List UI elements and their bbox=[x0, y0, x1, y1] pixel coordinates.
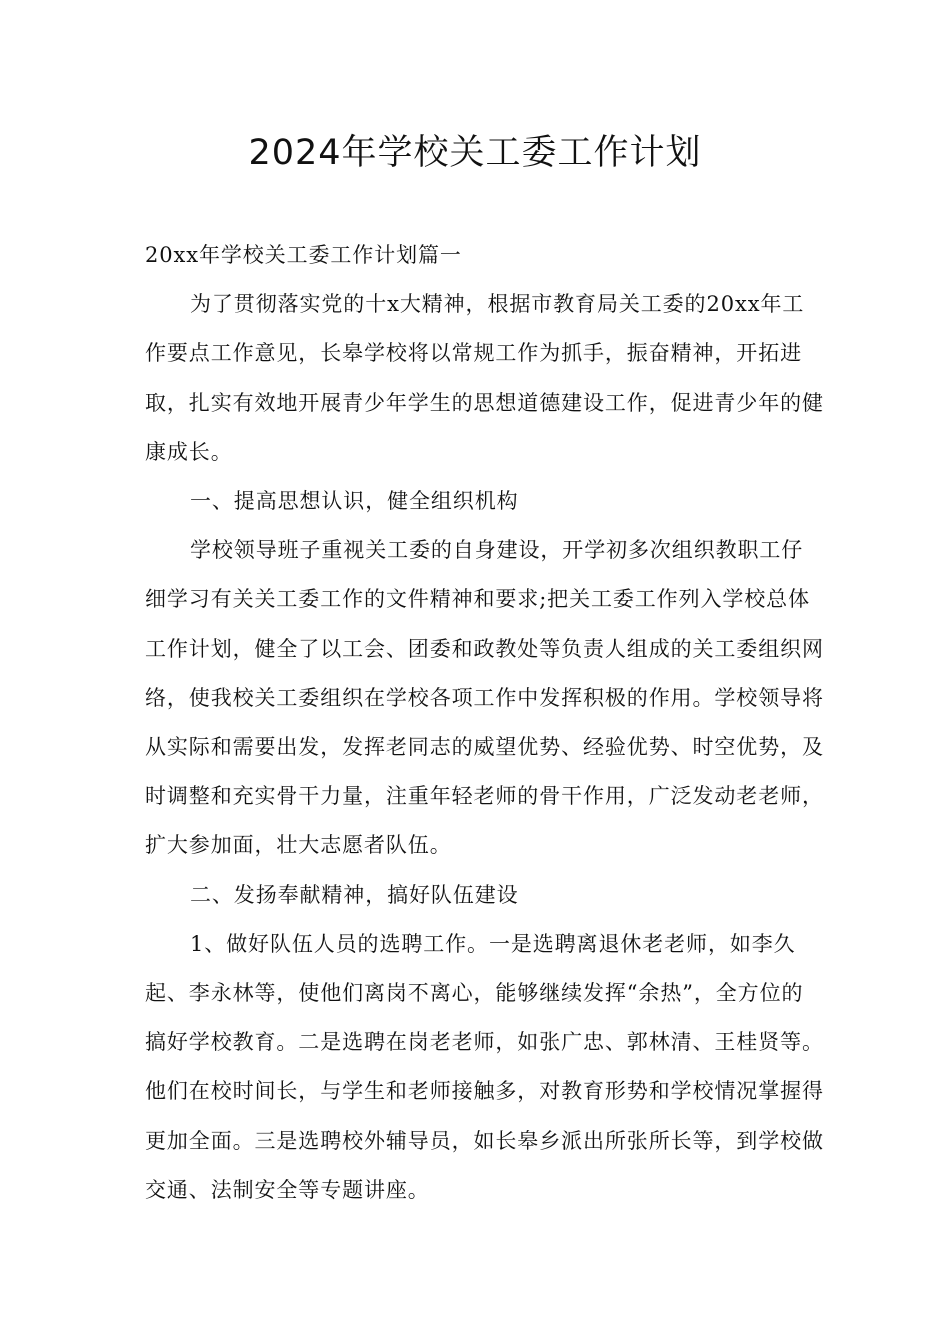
document-title: 2024年学校关工委工作计划 bbox=[248, 133, 702, 173]
intro-paragraph: 为了贯彻落实党的十x大精神，根据市教育局关工委的20xx年工作要点工作意见，长皋学校将以常规工作为抓手，振奋精神，开拓进取，扎实有效地开展青少年学生的思想道德建设工作，促进青少年的健康成长。 bbox=[145, 292, 824, 464]
document-body bbox=[145, 231, 825, 1215]
section-2-paragraph: 1、做好队伍人员的选聘工作。一是选聘离退休老老师，如李久起、李永林等，使他们离岗不离心，能够继续发挥“余热”，全方位的搞好学校教育。二是选聘在岗老老师，如张广忠、郭林清、王桂贤等。他们在校时间长，与学生和老师接触多，对教育形势和学校情况掌握得更加全面。三是选聘校外辅导员，如长皋乡派出所张所长等，到学校做交通、法制安全等专题讲座。 bbox=[145, 931, 824, 1202]
section-subtitle: 20xx年学校关工委工作计划篇一 bbox=[145, 243, 462, 267]
section-heading-1: 一、提高思想认识，健全组织机构 bbox=[190, 489, 519, 514]
section-heading-2: 二、发扬奉献精神，搞好队伍建设 bbox=[190, 882, 519, 907]
section-1-paragraph: 学校领导班子重视关工委的自身建设，开学初多次组织教职工仔细学习有关关工委工作的文件精神和要求;把关工委工作列入学校总体工作计划，健全了以工会、团委和政教处等负责人组成的关工委组织网络，使我校关工委组织在学校各项工作中发挥积极的作用。学校领导将从实际和需要出发，发挥老同志的威望优势、经验优势、时空优势，及时调整和充实骨干力量，注重年轻老师的骨干作用，广泛发动老老师，扩大参加面，壮大志愿者队伍。 bbox=[145, 538, 824, 858]
